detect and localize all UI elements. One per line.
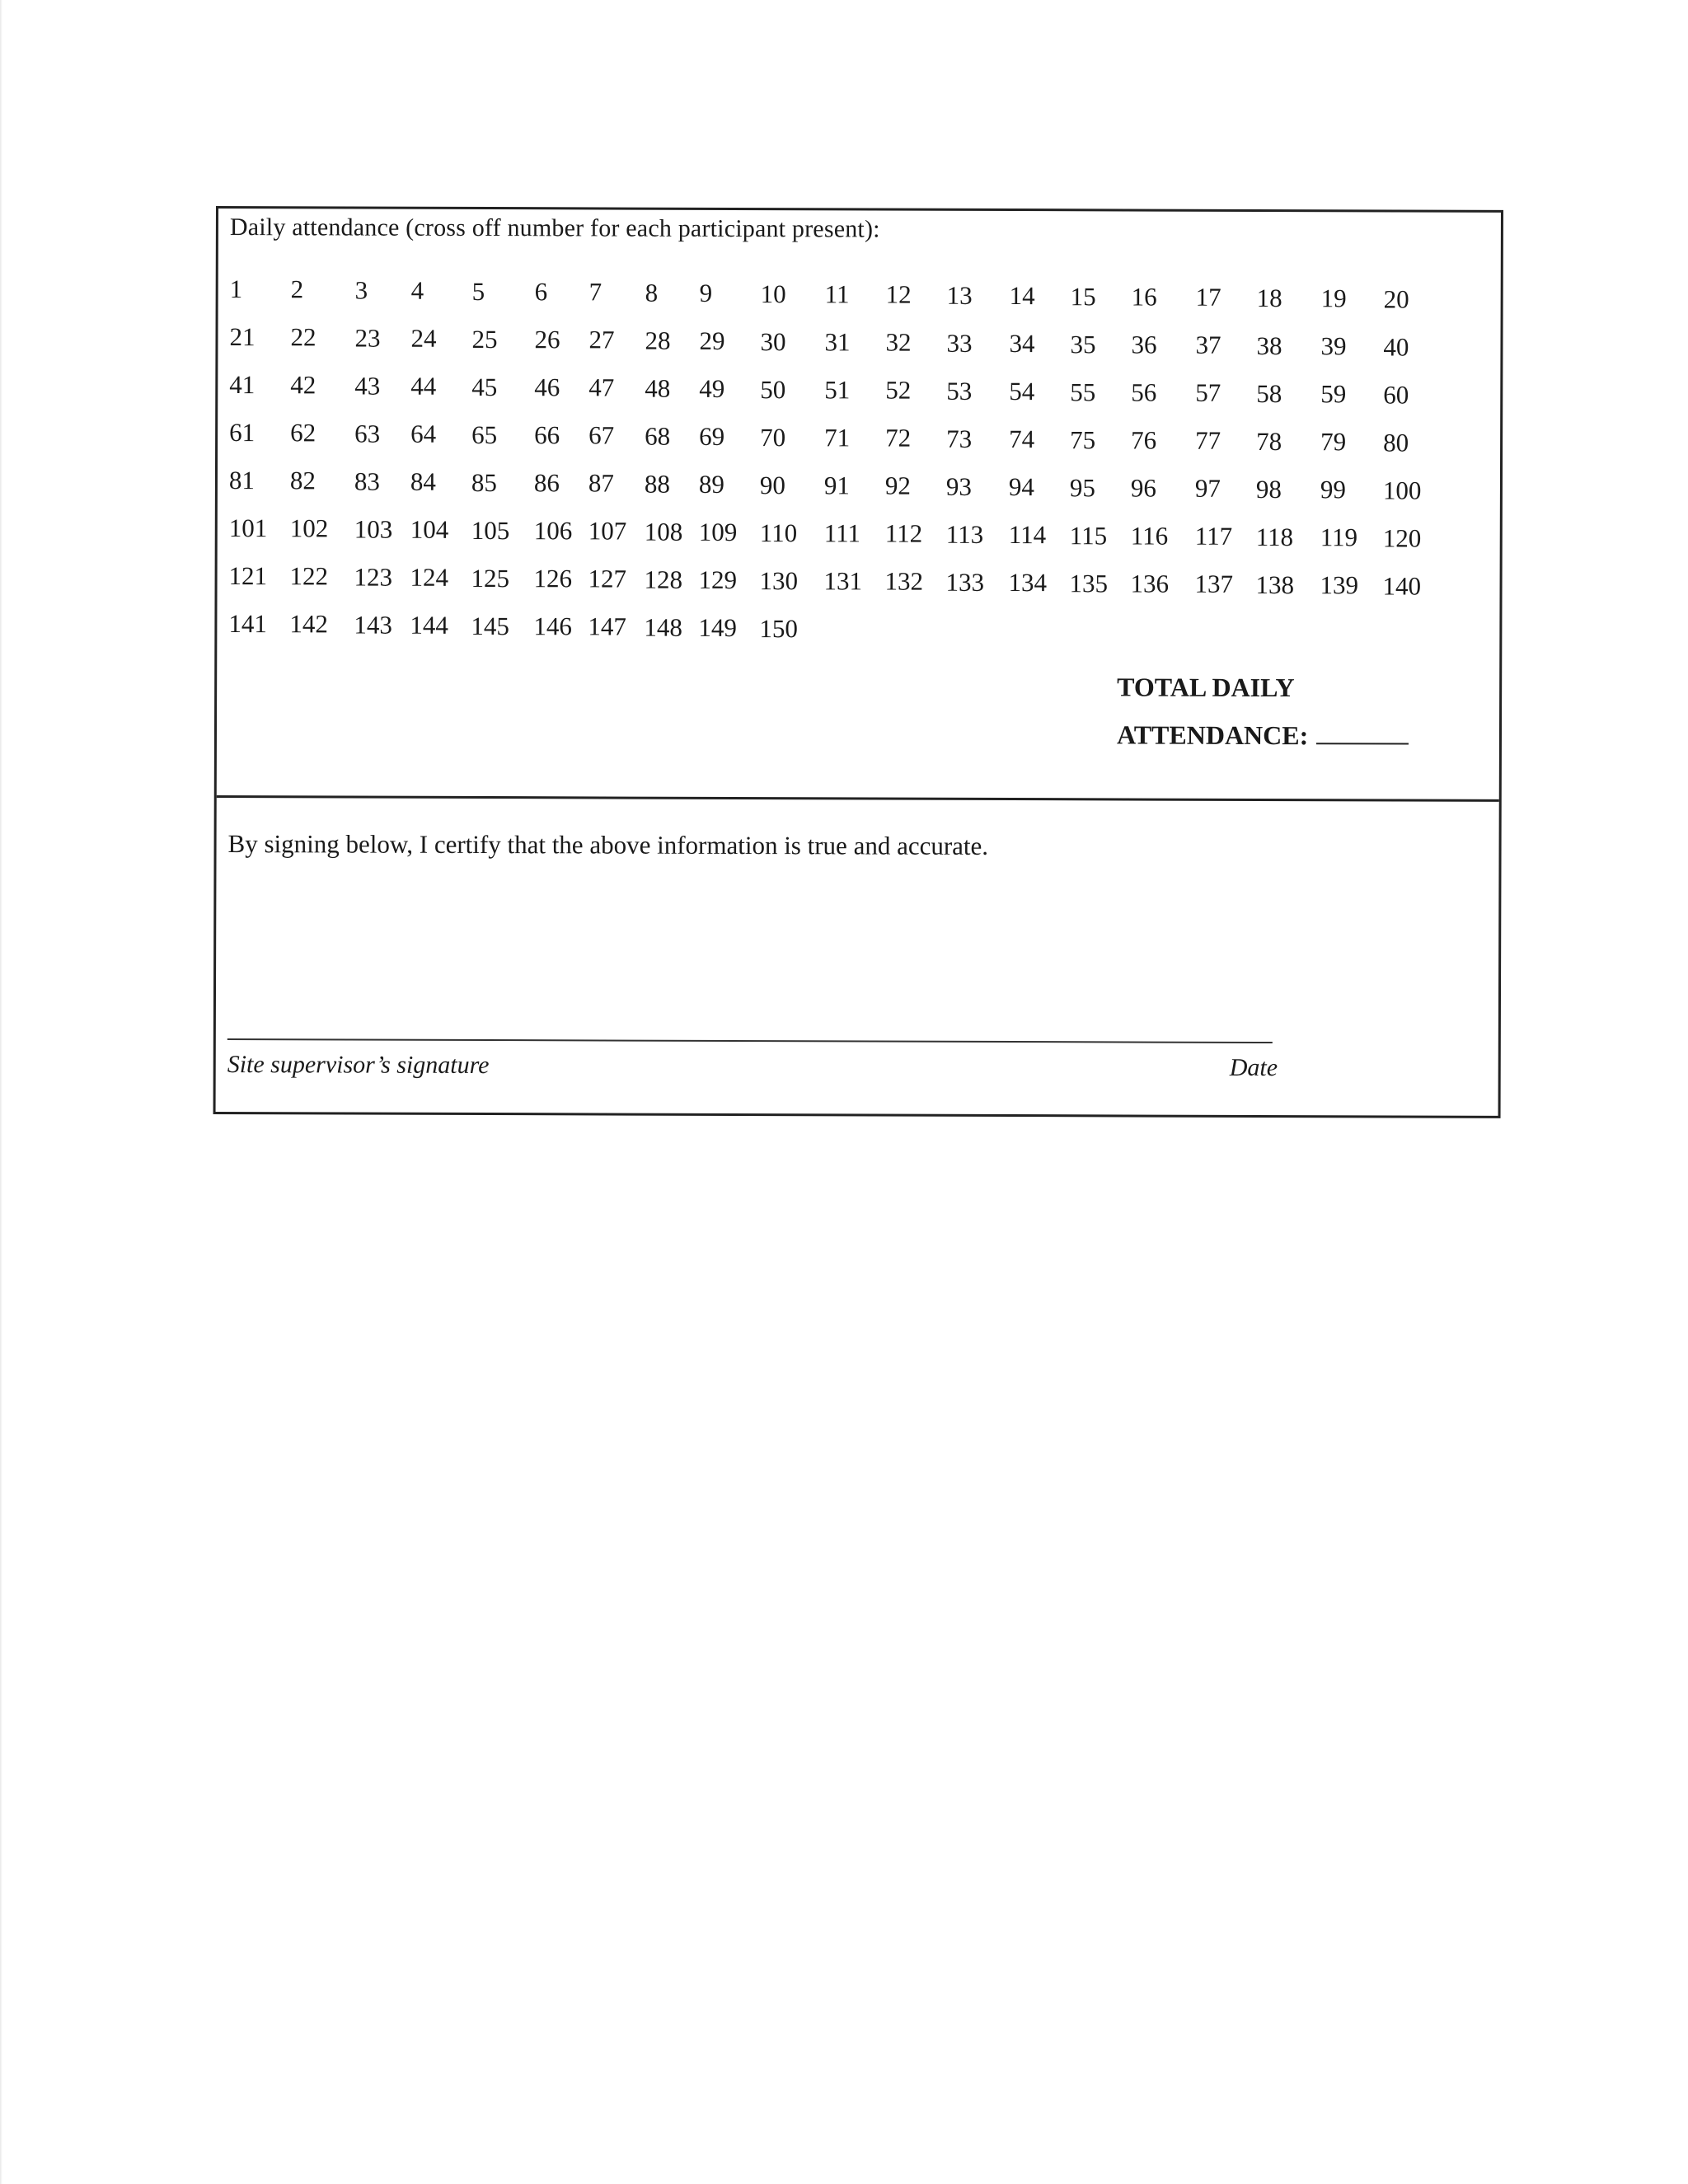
total-label-line2: ATTENDANCE:: [1116, 719, 1309, 751]
attendance-number[interactable]: 81: [228, 466, 256, 495]
attendance-number[interactable]: 49: [699, 374, 725, 404]
attendance-number[interactable]: 113: [945, 519, 984, 549]
attendance-number[interactable]: 124: [410, 562, 449, 593]
attendance-number[interactable]: 108: [644, 517, 683, 546]
attendance-number[interactable]: 140: [1382, 571, 1422, 601]
attendance-number[interactable]: 107: [588, 516, 627, 546]
attendance-number[interactable]: 137: [1194, 569, 1234, 599]
attendance-number[interactable]: 18: [1256, 283, 1282, 312]
attendance-number[interactable]: 57: [1195, 378, 1221, 408]
attendance-number[interactable]: 135: [1069, 568, 1109, 598]
attendance-number[interactable]: 22: [290, 322, 316, 352]
attendance-number[interactable]: 117: [1194, 522, 1233, 551]
attendance-number[interactable]: 99: [1320, 475, 1346, 504]
attendance-number[interactable]: 59: [1320, 379, 1347, 409]
attendance-number[interactable]: 68: [645, 421, 671, 451]
attendance-number[interactable]: 111: [823, 518, 861, 548]
attendance-number[interactable]: 126: [533, 564, 573, 593]
attendance-number[interactable]: 37: [1195, 330, 1221, 360]
attendance-section: [217, 209, 1501, 802]
attendance-number[interactable]: 15: [1070, 281, 1096, 311]
attendance-number[interactable]: 142: [289, 609, 328, 639]
attendance-number[interactable]: 27: [588, 325, 615, 354]
attendance-number[interactable]: 8: [645, 278, 659, 307]
page-edge: [0, 0, 2, 2184]
attendance-number[interactable]: 143: [354, 610, 392, 640]
signature-label: Site supervisor’s signature: [227, 1051, 490, 1080]
attendance-number[interactable]: 146: [533, 612, 572, 641]
attendance-number[interactable]: 1: [229, 274, 243, 304]
attendance-number[interactable]: 10: [760, 279, 786, 308]
attendance-number[interactable]: 80: [1383, 428, 1409, 457]
attendance-number[interactable]: 118: [1255, 522, 1294, 551]
attendance-number[interactable]: 45: [471, 372, 498, 401]
attendance-number[interactable]: 84: [410, 466, 437, 497]
attendance-number[interactable]: 66: [534, 420, 560, 450]
attendance-number[interactable]: 83: [354, 466, 381, 496]
attendance-number[interactable]: 52: [885, 375, 912, 405]
attendance-number[interactable]: 9: [699, 279, 713, 308]
attendance-number[interactable]: 42: [290, 370, 316, 400]
attendance-number[interactable]: 11: [824, 279, 850, 309]
attendance-number[interactable]: 13: [946, 280, 973, 310]
attendance-number[interactable]: 79: [1320, 427, 1347, 457]
attendance-number[interactable]: 3: [354, 275, 368, 305]
attendance-number[interactable]: 71: [824, 423, 851, 452]
attendance-number[interactable]: 97: [1194, 474, 1221, 504]
attendance-number[interactable]: 122: [289, 561, 329, 591]
total-daily-attendance: [1117, 663, 1409, 759]
attendance-number[interactable]: 46: [534, 373, 560, 402]
attendance-number[interactable]: 82: [289, 466, 316, 495]
attendance-number[interactable]: 149: [698, 613, 737, 643]
attendance-number[interactable]: 89: [698, 470, 724, 499]
attendance-number[interactable]: 110: [759, 518, 798, 547]
attendance-number[interactable]: 130: [759, 565, 799, 595]
attendance-instruction: Daily attendance (cross off number for each participant present):: [229, 213, 880, 243]
attendance-number[interactable]: 34: [1009, 329, 1035, 359]
attendance-number[interactable]: 96: [1130, 473, 1156, 503]
attendance-number[interactable]: 54: [1009, 377, 1035, 406]
attendance-number[interactable]: 147: [588, 612, 626, 641]
attendance-number[interactable]: 40: [1383, 332, 1409, 362]
attendance-number[interactable]: 93: [945, 471, 972, 501]
attendance-number[interactable]: 94: [1008, 472, 1034, 502]
attendance-number[interactable]: 72: [885, 423, 912, 453]
attendance-number[interactable]: 19: [1320, 284, 1347, 313]
attendance-number[interactable]: 55: [1070, 377, 1096, 406]
attendance-number[interactable]: 30: [760, 326, 786, 356]
attendance-number[interactable]: 109: [698, 518, 738, 547]
attendance-number[interactable]: 61: [229, 418, 256, 448]
attendance-number[interactable]: 138: [1255, 569, 1295, 599]
attendance-number[interactable]: 43: [354, 371, 381, 401]
attendance-number[interactable]: 6: [534, 277, 548, 307]
attendance-number[interactable]: 90: [759, 470, 785, 499]
attendance-number[interactable]: 65: [471, 419, 498, 449]
attendance-number[interactable]: 148: [644, 612, 682, 642]
attendance-number[interactable]: 60: [1383, 380, 1409, 410]
attendance-number[interactable]: 139: [1320, 570, 1359, 600]
attendance-number[interactable]: 56: [1131, 377, 1157, 407]
attendance-number[interactable]: 119: [1320, 523, 1358, 552]
attendance-number[interactable]: 133: [945, 567, 985, 597]
attendance-number[interactable]: 21: [229, 322, 256, 352]
attendance-number[interactable]: 4: [410, 275, 424, 305]
attendance-number[interactable]: 91: [823, 471, 850, 500]
attendance-number[interactable]: 92: [884, 471, 911, 501]
attendance-number[interactable]: 16: [1131, 282, 1157, 312]
attendance-number[interactable]: 85: [471, 467, 498, 497]
attendance-number[interactable]: 2: [290, 274, 304, 304]
attendance-number[interactable]: 114: [1008, 520, 1047, 550]
attendance-number[interactable]: 41: [229, 370, 256, 400]
attendance-number[interactable]: 17: [1195, 283, 1221, 312]
attendance-number[interactable]: 76: [1131, 425, 1157, 455]
attendance-number[interactable]: 102: [289, 513, 329, 543]
attendance-number-grid: [217, 276, 1500, 659]
attendance-number[interactable]: 104: [410, 514, 449, 545]
certification-section: [216, 798, 1499, 1118]
attendance-number[interactable]: 58: [1256, 378, 1282, 408]
attendance-number[interactable]: 67: [588, 420, 615, 450]
attendance-number[interactable]: 87: [588, 468, 615, 498]
attendance-number[interactable]: 145: [471, 611, 509, 640]
attendance-number[interactable]: 95: [1069, 472, 1095, 502]
attendance-number[interactable]: 144: [410, 610, 448, 640]
attendance-number[interactable]: 39: [1320, 331, 1347, 361]
attendance-number[interactable]: 86: [533, 468, 560, 498]
attendance-number[interactable]: 29: [699, 326, 725, 356]
attendance-number[interactable]: 141: [228, 609, 267, 639]
attendance-number[interactable]: 20: [1383, 284, 1409, 314]
attendance-number[interactable]: 5: [471, 276, 485, 306]
certification-statement: By signing below, I certify that the above information is true and accurate.: [227, 829, 989, 860]
attendance-number[interactable]: 128: [644, 565, 683, 594]
attendance-number[interactable]: 51: [824, 375, 851, 405]
attendance-number[interactable]: 105: [471, 515, 510, 545]
attendance-number[interactable]: 101: [228, 513, 268, 543]
signature-line[interactable]: [227, 1038, 1273, 1043]
attendance-number[interactable]: 150: [759, 613, 798, 643]
date-label: Date: [1229, 1053, 1278, 1082]
attendance-number[interactable]: 103: [354, 514, 393, 544]
attendance-number[interactable]: 7: [588, 277, 603, 307]
attendance-number[interactable]: 36: [1131, 330, 1157, 359]
attendance-number[interactable]: 74: [1009, 424, 1035, 454]
attendance-number[interactable]: 23: [354, 323, 381, 353]
attendance-number[interactable]: 24: [410, 323, 437, 354]
attendance-number[interactable]: 25: [471, 324, 498, 354]
attendance-number[interactable]: 100: [1382, 476, 1422, 505]
attendance-number[interactable]: 106: [533, 516, 573, 546]
attendance-number[interactable]: 62: [290, 418, 316, 448]
attendance-number[interactable]: 35: [1070, 329, 1096, 359]
attendance-number[interactable]: 12: [885, 279, 912, 310]
attendance-number[interactable]: 88: [644, 469, 670, 499]
attendance-number[interactable]: 134: [1008, 568, 1048, 598]
attendance-number[interactable]: 98: [1255, 474, 1282, 504]
attendance-number[interactable]: 73: [946, 424, 973, 453]
attendance-number[interactable]: 32: [885, 327, 912, 358]
attendance-number[interactable]: 47: [588, 373, 615, 402]
attendance-number[interactable]: 75: [1070, 424, 1096, 454]
attendance-number[interactable]: 64: [410, 419, 437, 449]
attendance-number[interactable]: 77: [1195, 426, 1221, 456]
attendance-number[interactable]: 127: [588, 564, 627, 593]
attendance-number[interactable]: 120: [1382, 523, 1422, 553]
total-attendance-blank[interactable]: [1316, 715, 1409, 744]
attendance-number[interactable]: 78: [1256, 426, 1282, 456]
attendance-number[interactable]: 131: [823, 566, 863, 596]
attendance-number[interactable]: 50: [760, 374, 786, 404]
attendance-number[interactable]: 123: [354, 562, 393, 592]
total-label-line1: TOTAL DAILY: [1117, 672, 1295, 703]
attendance-number[interactable]: 26: [534, 325, 560, 354]
attendance-number[interactable]: 69: [699, 422, 725, 452]
attendance-number[interactable]: 33: [946, 328, 973, 358]
attendance-number[interactable]: 136: [1130, 569, 1170, 598]
attendance-number[interactable]: 38: [1256, 330, 1282, 360]
attendance-number[interactable]: 28: [645, 326, 671, 355]
attendance-number[interactable]: 125: [471, 563, 510, 593]
attendance-number[interactable]: 116: [1130, 521, 1169, 551]
attendance-number[interactable]: 14: [1009, 281, 1035, 311]
attendance-number[interactable]: 48: [645, 373, 671, 403]
attendance-number[interactable]: 132: [884, 566, 924, 597]
attendance-number[interactable]: 129: [698, 565, 738, 595]
attendance-number[interactable]: 112: [884, 518, 923, 549]
attendance-number[interactable]: 121: [228, 561, 268, 591]
attendance-form: [213, 206, 1503, 1118]
attendance-number[interactable]: 115: [1069, 520, 1108, 550]
attendance-number[interactable]: 53: [946, 376, 973, 405]
attendance-number[interactable]: 70: [760, 422, 786, 452]
attendance-number[interactable]: 44: [410, 371, 437, 401]
attendance-number[interactable]: 63: [354, 419, 381, 448]
attendance-number[interactable]: 31: [824, 327, 851, 357]
